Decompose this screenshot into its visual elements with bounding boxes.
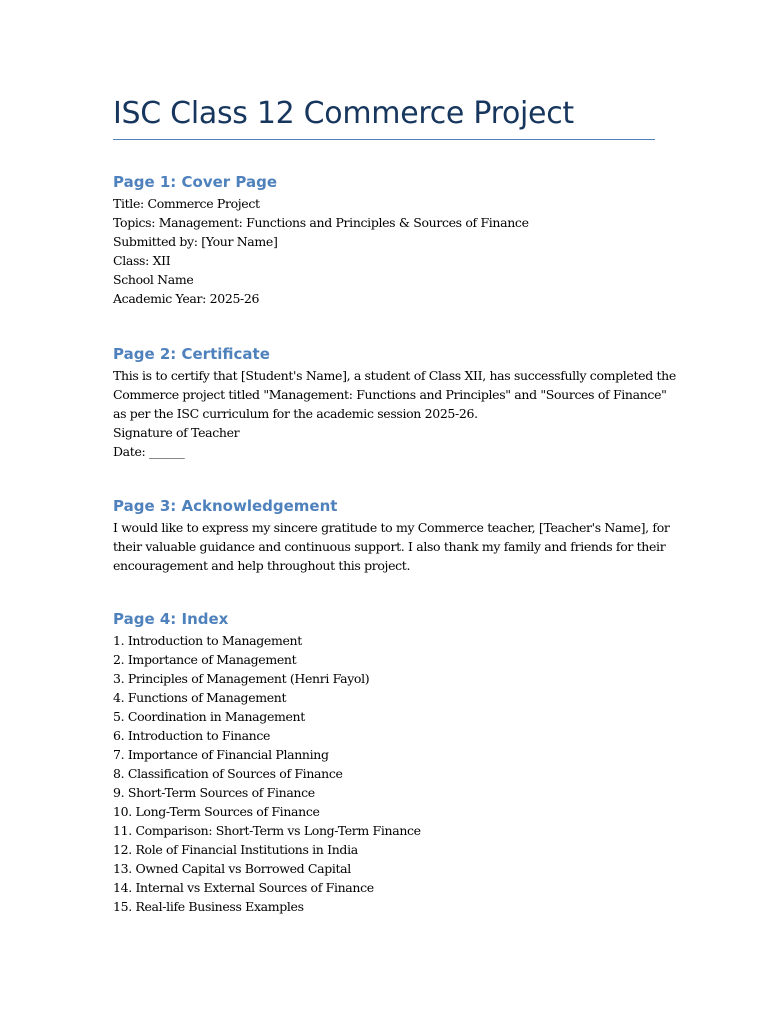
section-certificate — [113, 343, 676, 461]
index-item: 2. Importance of Management — [113, 652, 297, 667]
index-item: 9. Short-Term Sources of Finance — [113, 785, 315, 800]
acknowledgement-text-line: encouragement and help throughout this project. — [113, 558, 411, 573]
acknowledgement-text-line: their valuable guidance and continuous support. I also thank my family and friends for their — [113, 539, 666, 554]
index-item: 12. Role of Financial Institutions in India — [113, 842, 358, 857]
teacher-signature-line: Signature of Teacher — [113, 425, 240, 440]
cover-class-line: Class: XII — [113, 253, 171, 268]
document-title: ISC Class 12 Commerce Project — [113, 96, 574, 131]
index-item: 4. Functions of Management — [113, 690, 287, 705]
index-item: 7. Importance of Financial Planning — [113, 747, 329, 762]
section-lines — [113, 194, 655, 308]
section-heading: Page 1: Cover Page — [113, 173, 278, 191]
section-lines — [113, 518, 670, 575]
cover-title-line: Title: Commerce Project — [113, 196, 260, 211]
title-underline-rule — [113, 139, 655, 140]
section-heading: Page 3: Acknowledgement — [113, 497, 338, 515]
certificate-text-line: Commerce project titled "Management: Functions and Principles" and "Sources of Finance" — [113, 387, 667, 402]
section-index — [113, 608, 655, 916]
cover-school-line: School Name — [113, 272, 194, 287]
section-acknowledgement — [113, 495, 670, 575]
section-lines — [113, 366, 676, 461]
cover-submitted-by-line: Submitted by: [Your Name] — [113, 234, 278, 249]
index-item: 3. Principles of Management (Henri Fayol) — [113, 671, 370, 686]
index-list — [113, 631, 655, 916]
index-item: 14. Internal vs External Sources of Finance — [113, 880, 374, 895]
index-item: 15. Real-life Business Examples — [113, 899, 304, 914]
index-item: 10. Long-Term Sources of Finance — [113, 804, 320, 819]
certificate-text-line: This is to certify that [Student's Name], a student of Class XII, has successfully completed the — [113, 368, 676, 383]
section-heading: Page 4: Index — [113, 610, 229, 628]
index-item: 6. Introduction to Finance — [113, 728, 271, 743]
index-item: 13. Owned Capital vs Borrowed Capital — [113, 861, 351, 876]
section-cover-page — [113, 171, 655, 308]
index-item: 1. Introduction to Management — [113, 633, 302, 648]
index-item: 5. Coordination in Management — [113, 709, 305, 724]
certificate-text-line: as per the ISC curriculum for the academic session 2025-26. — [113, 406, 478, 421]
section-heading: Page 2: Certificate — [113, 345, 270, 363]
cover-topics-line: Topics: Management: Functions and Principles & Sources of Finance — [113, 215, 529, 230]
index-item: 11. Comparison: Short-Term vs Long-Term Finance — [113, 823, 421, 838]
index-item: 8. Classification of Sources of Finance — [113, 766, 343, 781]
date-line: Date: ______ — [113, 444, 185, 459]
cover-academic-year-line: Academic Year: 2025-26 — [113, 291, 260, 306]
acknowledgement-text-line: I would like to express my sincere gratitude to my Commerce teacher, [Teacher's Name], for — [113, 520, 670, 535]
document-page — [113, 0, 676, 1024]
